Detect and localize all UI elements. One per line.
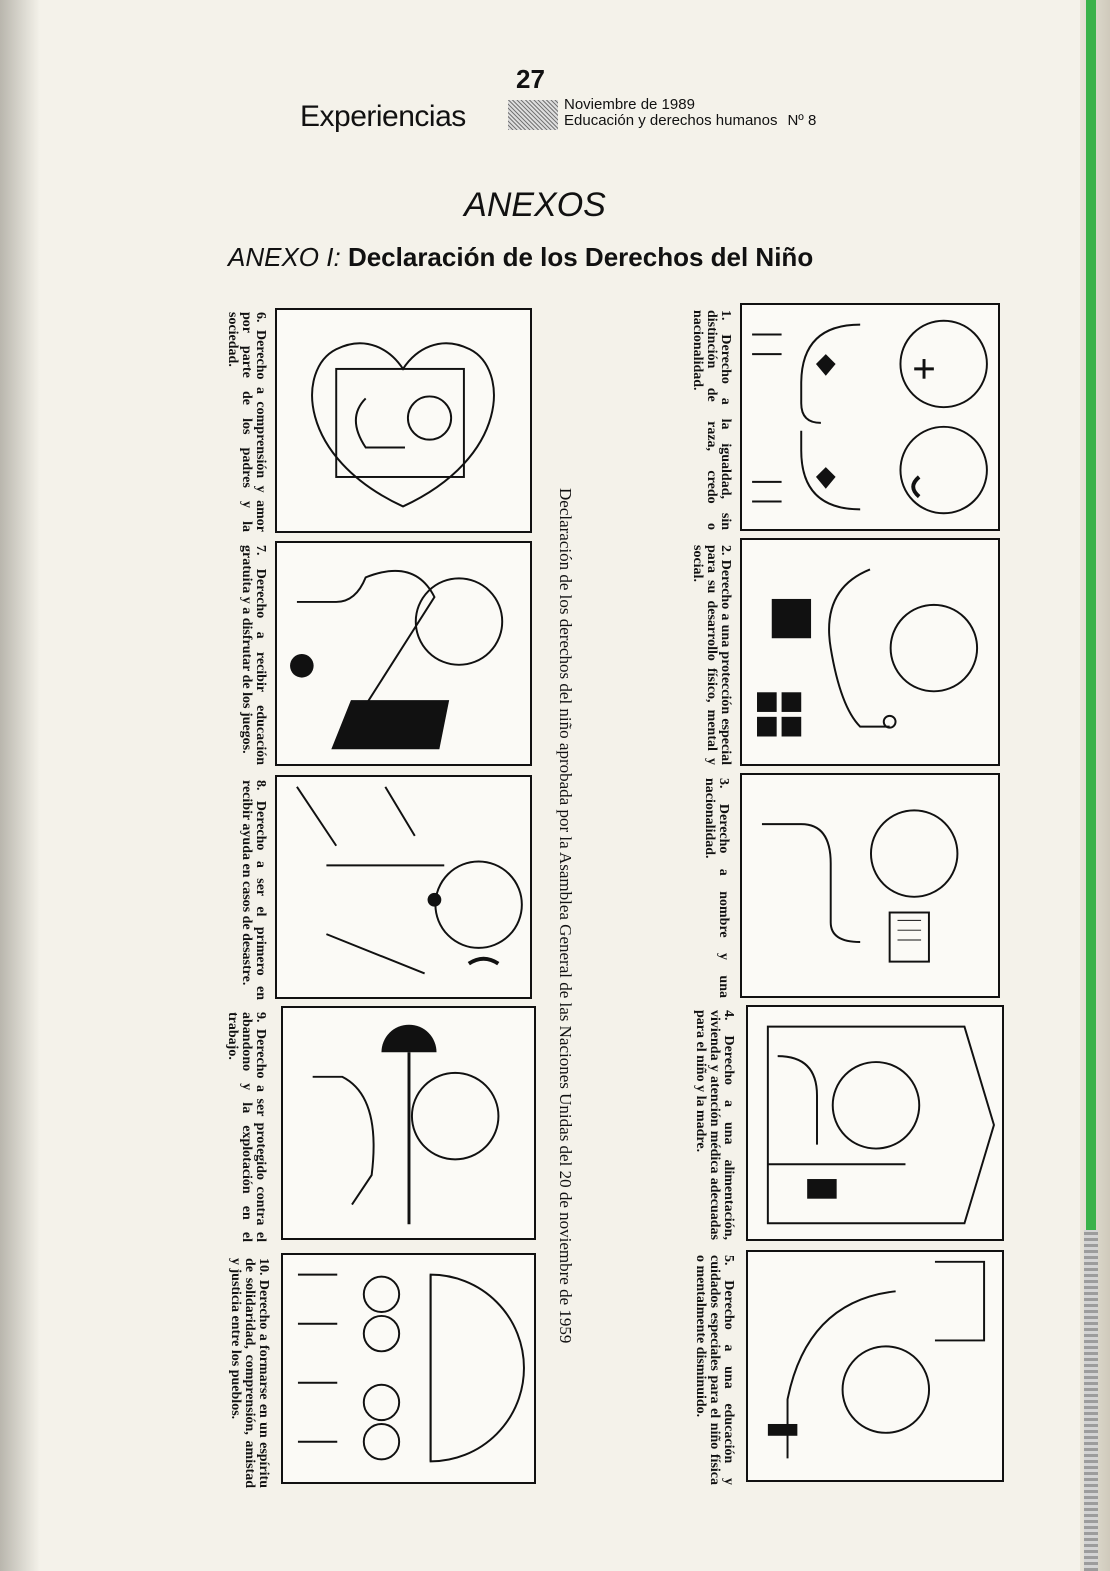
gray-page-edge	[1084, 1230, 1098, 1571]
section-title: Experiencias	[300, 100, 466, 133]
annex-heading	[228, 242, 813, 273]
caption-left-9: 9. Derecho a ser protegido contra el abandono y la explotación en el trabajo.	[225, 1012, 268, 1242]
header-subtitle: Educación y derechos humanos	[564, 112, 778, 129]
header-info	[564, 97, 816, 129]
illustration-left-10	[281, 1253, 536, 1484]
illustration-right-5	[746, 1250, 1004, 1482]
illustration-right-4	[746, 1005, 1004, 1241]
caption-right-4: 4. Derecho a una alimentación, vivienda y atención médica adecuadas para el niño y la madre.	[693, 1010, 736, 1240]
caption-left-8: 8. Derecho a ser el primero en recibir ayuda en casos de desastre.	[239, 780, 268, 1000]
annex-title: Declaración de los Derechos del Niño	[347, 242, 814, 272]
illustration-right-3	[740, 773, 1000, 998]
header-date: Noviembre de 1989	[564, 96, 695, 113]
header-subtitle-line	[564, 113, 816, 129]
caption-left-7: 7. Derecho a recibir educación gratuita y a disfrutar de los juegos.	[239, 545, 268, 765]
green-page-edge	[1086, 0, 1096, 1230]
annex-label: ANEXO I:	[228, 242, 341, 272]
caption-right-3: 3. Derecho a nombre y una nacionalidad.	[702, 778, 731, 998]
caption-left-10: 10. Derecho a formarse en un espíritu de solidaridad, comprensión, amistad y justicia entre los pueblos.	[228, 1258, 271, 1488]
caption-left-6: 6. Derecho a comprensión y amor por parte de los padres y la sociedad.	[225, 312, 268, 532]
caption-right-5: 5. Derecho a una educación y cuidados especiales para el niño física o mentalmente disminuido.	[693, 1255, 736, 1485]
illustration-right-2	[740, 538, 1000, 766]
caption-right-1: 1. Derecho a la igualdad, sin distinción de raza, credo o nacionalidad.	[690, 310, 733, 530]
header-pattern-box	[508, 100, 558, 130]
caption-right-2: 2. Derecho a una protección especial para su desarrollo físico, mental y social.	[690, 545, 733, 765]
declaration-note: Declaración de los derechos del niño aprobada por la Asamblea General de las Naciones Unidas del 20 de noviembre de 1959	[556, 488, 575, 1344]
page-number: 27	[516, 64, 545, 94]
illustration-left-8	[275, 775, 532, 999]
illustration-left-6	[275, 308, 532, 533]
page-title: ANEXOS	[464, 186, 606, 224]
illustration-left-7	[275, 541, 532, 766]
illustration-left-9	[281, 1006, 536, 1240]
page-spine-shadow	[0, 0, 40, 1571]
illustration-right-1	[740, 303, 1000, 531]
issue-number: Nº 8	[787, 112, 817, 129]
